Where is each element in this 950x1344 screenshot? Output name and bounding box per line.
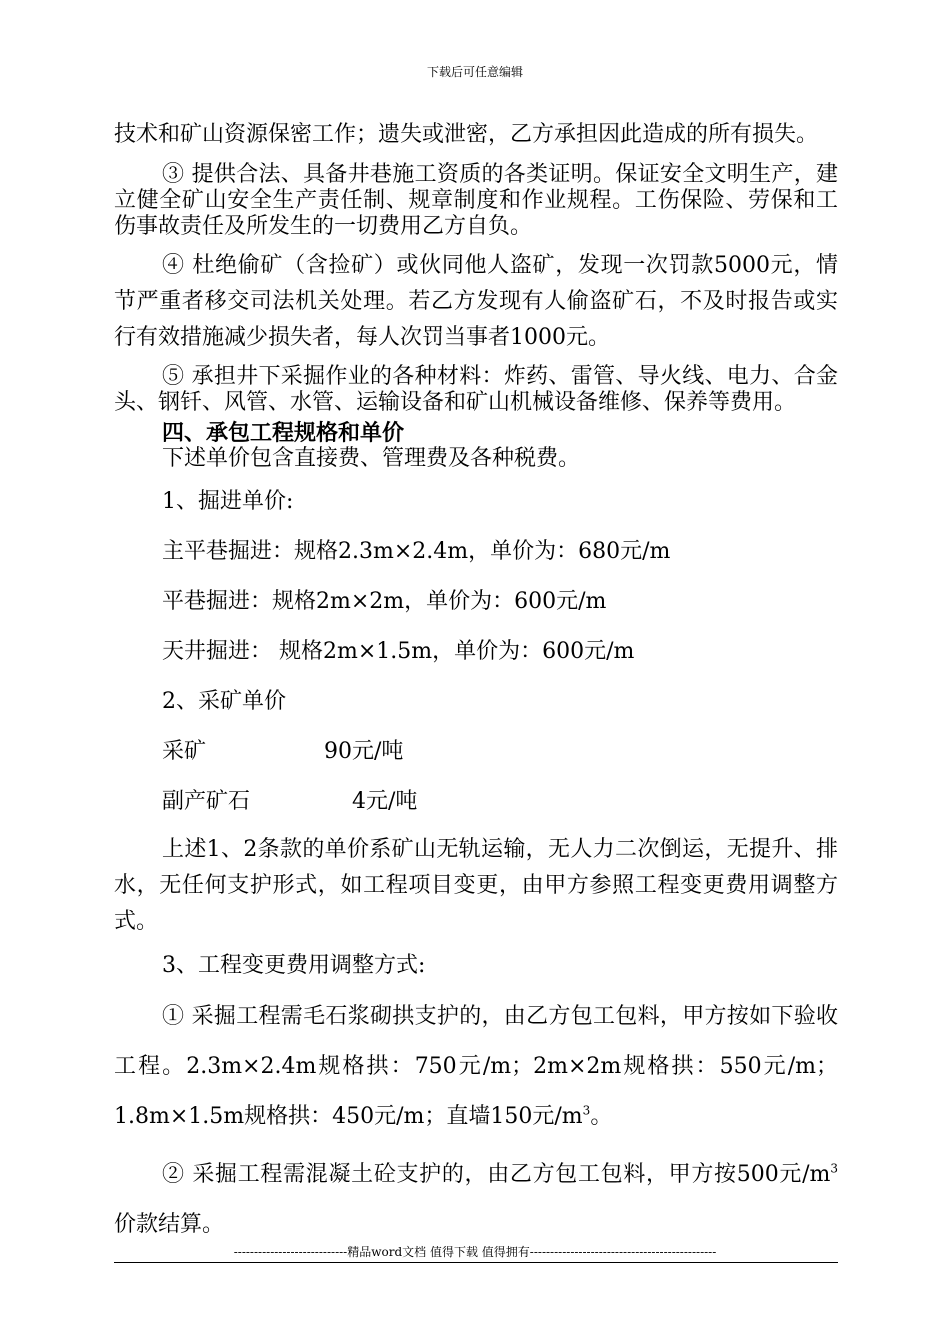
price-row-byproduct <box>114 784 838 820</box>
paragraph-item-4: ④ 杜绝偷矿（含捡矿）或伙同他人盗矿，发现一次罚款5000元，情节严重者移交司法机关处理。若乙方发现有人偷盗矿石，不及时报告或实行有效措施减少损失者，每人次罚当事者1000元。 <box>114 253 838 350</box>
document-body <box>114 122 838 1250</box>
paragraph-excavation-title: 1、掘进单价: <box>162 489 294 514</box>
paragraph-drift: 平巷掘进：规格2m×2m，单价为：600元/m <box>162 589 607 614</box>
paragraph-item-3: ③ 提供合法、具备井巷施工资质的各类证明。保证安全文明生产，建立健全矿山安全生产责任制、规章制度和作业规程。工伤保险、劳保和工伤事故责任及所发生的一切费用乙方自负。 <box>114 162 838 239</box>
paragraph-concrete-support <box>114 1150 838 1250</box>
masonry-end: 。 <box>590 1104 613 1129</box>
price-value: 4元/吨 <box>352 789 418 814</box>
price-item: 副产矿石 <box>162 789 251 814</box>
section-heading-4: 四、承包工程规格和单价 <box>162 420 405 446</box>
paragraph-main-drift: 主平巷掘进：规格2.3m×2.4m，单价为：680元/m <box>162 539 671 564</box>
paragraph-change-title: 3、工程变更费用调整方式: <box>162 953 426 978</box>
unit-superscript: 3 <box>582 1103 591 1118</box>
footer-rule <box>114 1262 838 1263</box>
paragraph-confidentiality: 技术和矿山资源保密工作；遗失或泄密，乙方承担因此造成的所有损失。 <box>114 122 819 147</box>
unit-superscript: 3 <box>830 1161 838 1176</box>
page-header: 下载后可任意编辑 <box>426 65 523 79</box>
concrete-text: ② 采掘工程需混凝土砼支护的，由乙方包工包料，甲方按500元/m <box>162 1162 831 1187</box>
paragraph-item-5: ⑤ 承担井下采掘作业的各种材料：炸药、雷管、导火线、电力、合金头、钢钎、风管、水管、运输设备和矿山机械设备维修、保养等费用。 <box>114 364 838 415</box>
paragraph-price-note: 下述单价包含直接费、管理费及各种税费。 <box>162 446 581 471</box>
masonry-text: ① 采掘工程需毛石浆砌拱支护的，由乙方包工包料，甲方按如下验收工程。2.3m×2.4m规格拱：750元/m；2m×2m规格拱：550元/m；1.8m×1.5m规格拱：450元/m；直墙150元/m <box>114 1004 838 1129</box>
page-footer: ----------------------------精品word文档 值得下载 值得拥有---------------------------------------------- <box>233 1245 717 1259</box>
price-item: 采矿 <box>162 739 207 764</box>
price-row-mining <box>114 734 838 770</box>
paragraph-masonry-support <box>114 992 838 1142</box>
price-value: 90元/吨 <box>324 739 404 764</box>
paragraph-mining-title: 2、采矿单价 <box>162 689 286 714</box>
paragraph-raise: 天井掘进： 规格2m×1.5m，单价为：600元/m <box>162 639 635 664</box>
paragraph-price-conditions: 上述1、2条款的单价系矿山无轨运输，无人力二次倒运，无提升、排水，无任何支护形式，如工程项目变更，由甲方参照工程变更费用调整方式。 <box>114 837 838 934</box>
concrete-end: 价款结算。 <box>114 1212 225 1237</box>
